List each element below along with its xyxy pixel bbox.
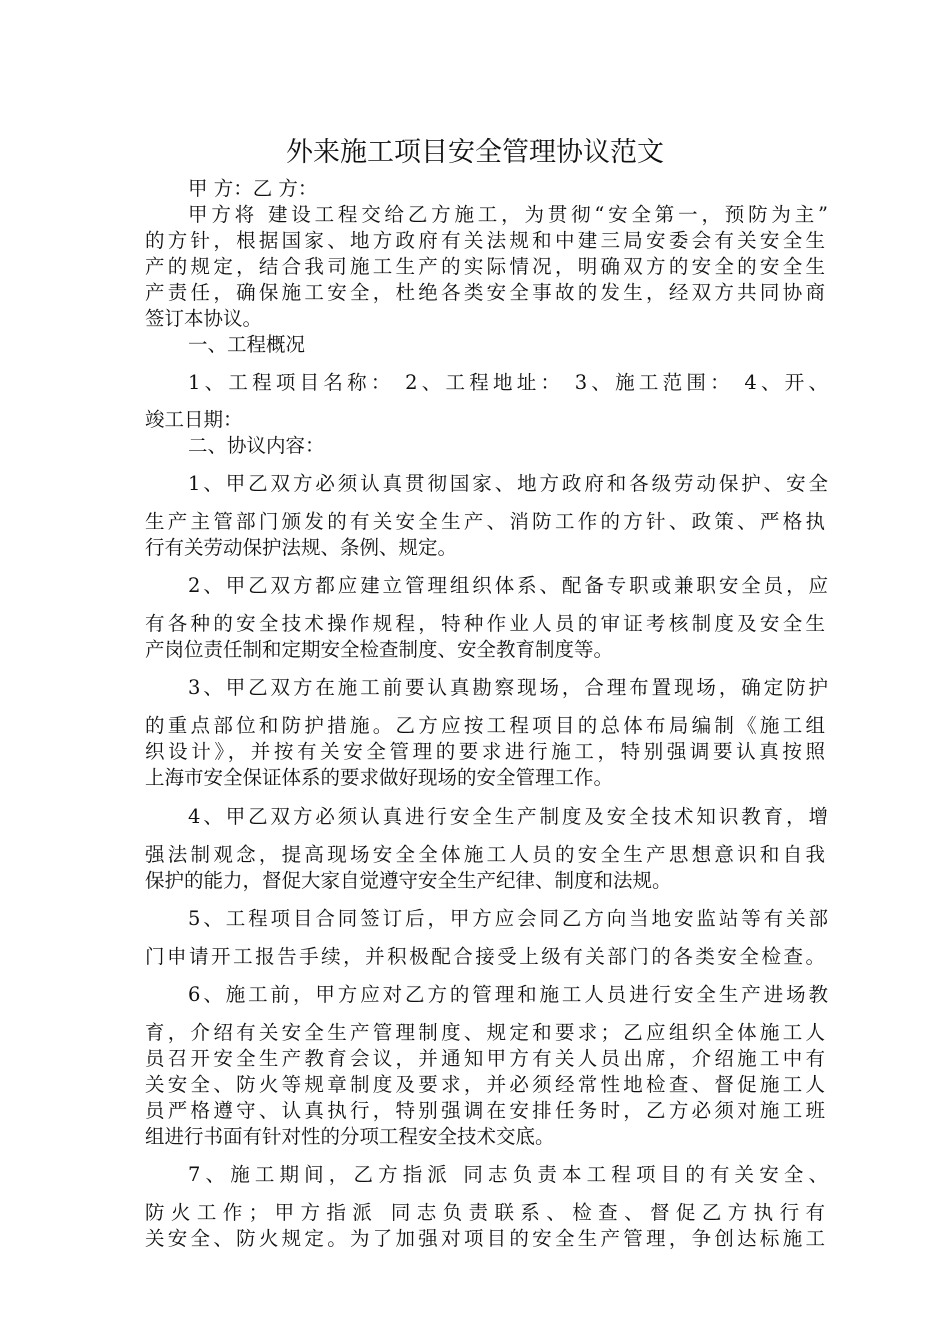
section-heading: 二、协议内容： [188, 434, 325, 457]
paragraph-line: 4、甲乙双方必须认真进行安全生产制度及安全技术知识教育，增 [188, 805, 828, 828]
parties-line: 甲 方：乙 方： [188, 177, 318, 200]
paragraph-line: 的重点部位和防护措施。乙方应按工程项目的总体布局编制《施工组 [145, 714, 825, 737]
paragraph-line: 员召开安全生产教育会议，并通知甲方有关人员出席，介绍施工中有 [145, 1047, 825, 1070]
paragraph-line: 签订本协议。 [145, 307, 263, 330]
paragraph-line: 关安全、防火等规章制度及要求，并必须经常性地检查、督促施工人 [145, 1073, 825, 1096]
paragraph-line: 1、甲乙双方必须认真贯彻国家、地方政府和各级劳动保护、安全 [188, 472, 828, 495]
paragraph-line: 门申请开工报告手续，并积极配合接受上级有关部门的各类安全检查。 [145, 945, 825, 968]
paragraph-line: 织设计》，并按有关安全管理的要求进行施工，特别强调要认真按照 [145, 740, 825, 763]
paragraph-line: 保护的能力，督促大家自觉遵守安全生产纪律、制度和法规。 [145, 869, 672, 892]
section-heading: 一、工程概况 [188, 333, 306, 356]
paragraph-line: 2、甲乙双方都应建立管理组织体系、配备专职或兼职安全员，应 [188, 574, 828, 597]
paragraph-line: 育，介绍有关安全生产管理制度、规定和要求；乙应组织全体施工人 [145, 1021, 825, 1044]
paragraph-line: 7、施工期间，乙方指派 同志负责本工程项目的有关安全、 [188, 1163, 828, 1186]
document-title: 外来施工项目安全管理协议范文 [286, 137, 664, 168]
paragraph-line: 1、工程项目名称： 2、工程地址： 3、施工范围： 4、开、 [188, 371, 828, 394]
paragraph-line: 的方针，根据国家、地方政府有关法规和中建三局安委会有关安全生 [145, 229, 825, 252]
paragraph-line: 上海市安全保证体系的要求做好现场的安全管理工作。 [145, 766, 614, 789]
paragraph-line: 3、甲乙双方在施工前要认真勘察现场，合理布置现场，确定防护 [188, 676, 828, 699]
paragraph-line: 组进行书面有针对性的分项工程安全技术交底。 [145, 1125, 555, 1148]
paragraph-line: 甲方将 建设工程交给乙方施工，为贯彻“安全第一，预防为主” [188, 203, 828, 226]
paragraph-line: 产的规定，结合我司施工生产的实际情况，明确双方的安全的安全生 [145, 255, 825, 278]
paragraph-line: 产岗位责任制和定期安全检查制度、安全教育制度等。 [145, 638, 614, 661]
paragraph-line: 员严格遵守、认真执行，特别强调在安排任务时，乙方必须对施工班 [145, 1099, 825, 1122]
paragraph-line: 竣工日期： [145, 408, 243, 431]
paragraph-line: 5、工程项目合同签订后，甲方应会同乙方向当地安监站等有关部 [188, 907, 828, 930]
paragraph-line: 防火工作；甲方指派 同志负责联系、检查、督促乙方执行有 [145, 1201, 825, 1224]
paragraph-line: 有各种的安全技术操作规程，特种作业人员的审证考核制度及安全生 [145, 612, 825, 635]
paragraph-line: 产责任，确保施工安全，杜绝各类安全事故的发生，经双方共同协商 [145, 281, 825, 304]
paragraph-line: 强法制观念，提高现场安全全体施工人员的安全生产思想意识和自我 [145, 843, 825, 866]
paragraph-line: 6、施工前，甲方应对乙方的管理和施工人员进行安全生产进场教 [188, 983, 828, 1006]
paragraph-line: 生产主管部门颁发的有关安全生产、消防工作的方针、政策、严格执 [145, 510, 825, 533]
paragraph-line: 关安全、防火规定。为了加强对项目的安全生产管理，争创达标施工 [145, 1227, 825, 1250]
paragraph-line: 行有关劳动保护法规、条例、规定。 [145, 536, 458, 559]
